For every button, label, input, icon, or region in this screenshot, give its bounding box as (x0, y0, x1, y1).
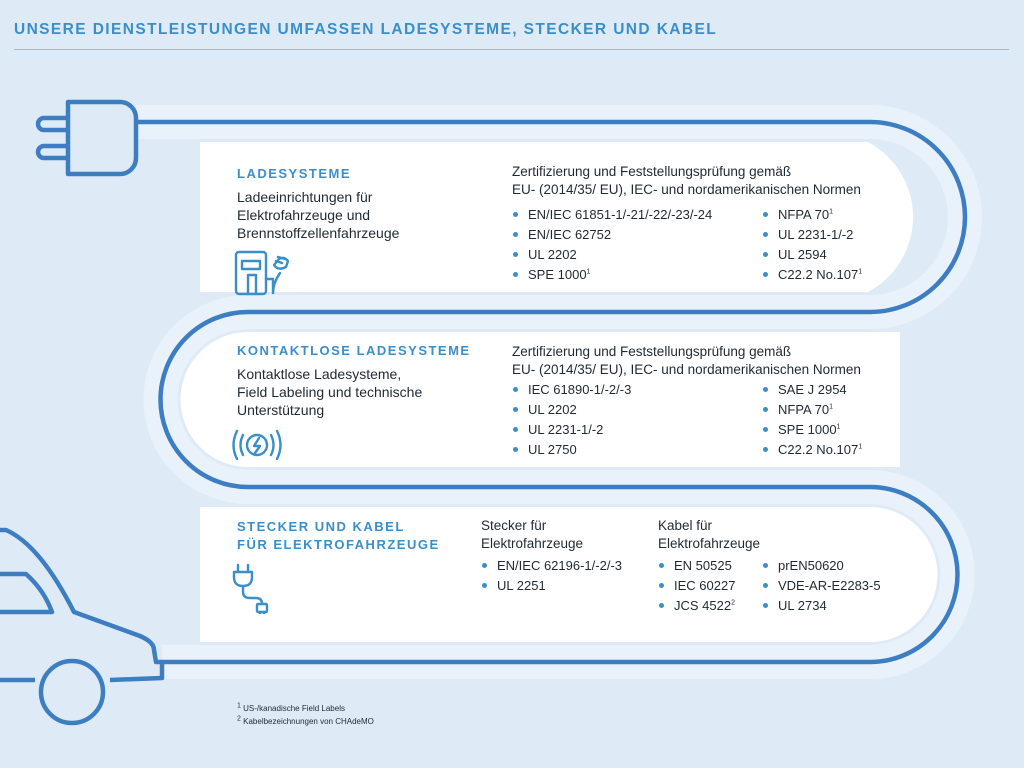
cables-standards-list-right (762, 556, 881, 616)
list-item: SPE 1000$^1$ (512, 265, 712, 285)
list-item: NFPA $70^1$ (762, 400, 862, 420)
cables-heading-line: Kabel für (658, 518, 713, 533)
standards-list-left (512, 205, 712, 285)
norms-heading-line: EU- (2014/35/ EU), IEC- und nordamerikanischen Normen (512, 182, 861, 197)
list-item: NFPA $70^1$ (762, 205, 862, 225)
list-item: SAE J 2954 (762, 380, 862, 400)
list-item: C22.2 No.107$^1$ (762, 265, 862, 285)
wireless-charging-icon (232, 425, 282, 465)
page-title: UNSERE DIENSTLEISTUNGEN UMFASSEN LADESYSTEME, STECKER UND KABEL (14, 21, 718, 38)
norms-heading (512, 163, 861, 199)
list-item: UL 2594 (762, 245, 862, 265)
list-item: UL 2231-1/-2 (762, 225, 862, 245)
description-line: Brennstoffzellenfahrzeuge (237, 225, 400, 241)
list-item: SPE 1000$^1$ (762, 420, 862, 440)
standards-list-left (512, 380, 631, 460)
norms-heading-line: Zertifizierung und Feststellungsprüfung gemäß (512, 164, 792, 179)
list-item: IEC 60227 (658, 576, 735, 596)
plugs-heading-line: Stecker für (481, 518, 547, 533)
section-title-kontaktlose: KONTAKTLOSE LADESYSTEME (237, 343, 471, 358)
norms-heading (512, 343, 861, 379)
section-description-kontaktlose (237, 365, 422, 419)
section-description-ladesysteme (237, 188, 399, 242)
plug-cable-icon (232, 562, 276, 614)
list-item: EN/IEC 61851-1/-21/-22/-23/-24 (512, 205, 712, 225)
list-item: UL 2231-1/-2 (512, 420, 631, 440)
list-item: UL 2734 (762, 596, 881, 616)
list-item: UL 2202 (512, 400, 631, 420)
description-line: Kontaktlose Ladesysteme, (237, 366, 402, 382)
section-title-line: FÜR ELEKTROFAHRZEUGE (237, 537, 440, 552)
plugs-heading (481, 517, 583, 553)
section-title-line: STECKER UND KABEL (237, 519, 405, 534)
description-line: Ladeeinrichtungen für (237, 189, 373, 205)
plugs-standards-list (481, 556, 622, 596)
cables-standards-list-left (658, 556, 735, 616)
plug-icon (38, 102, 136, 174)
list-item: UL 2202 (512, 245, 712, 265)
charging-station-icon (234, 249, 292, 297)
footnote-1: $^1$ US-/kanadische Field Labels (237, 702, 345, 713)
description-line: Elektrofahrzeuge und (237, 207, 371, 223)
standards-list-right (762, 380, 862, 460)
list-item: UL 2251 (481, 576, 622, 596)
section-title-stecker-kabel (237, 518, 440, 554)
list-item: EN 50525 (658, 556, 735, 576)
list-item: VDE-AR-E2283-5 (762, 576, 881, 596)
list-item: prEN50620 (762, 556, 881, 576)
list-item: JCS 4522$^2$ (658, 596, 735, 616)
footnote-2: $^2$ Kabelbezeichnungen von CHAdeMO (237, 715, 374, 726)
list-item: EN/IEC 62196-1/-2/-3 (481, 556, 622, 576)
list-item: C22.2 No.107$^1$ (762, 440, 862, 460)
section-title-ladesysteme: LADESYSTEME (237, 166, 352, 181)
plugs-heading-line: Elektrofahrzeuge (481, 536, 584, 551)
description-line: Unterstützung (237, 402, 325, 418)
description-line: Field Labeling und technische (237, 384, 423, 400)
list-item: EN/IEC 62752 (512, 225, 712, 245)
standards-list-right (762, 205, 862, 285)
cables-heading (658, 517, 760, 553)
norms-heading-line: EU- (2014/35/ EU), IEC- und nordamerikanischen Normen (512, 362, 861, 377)
list-item: IEC 61890-1/-2/-3 (512, 380, 631, 400)
car-outline-icon (0, 530, 162, 723)
list-item: UL 2750 (512, 440, 631, 460)
cables-heading-line: Elektrofahrzeuge (658, 536, 761, 551)
norms-heading-line: Zertifizierung und Feststellungsprüfung gemäß (512, 344, 792, 359)
